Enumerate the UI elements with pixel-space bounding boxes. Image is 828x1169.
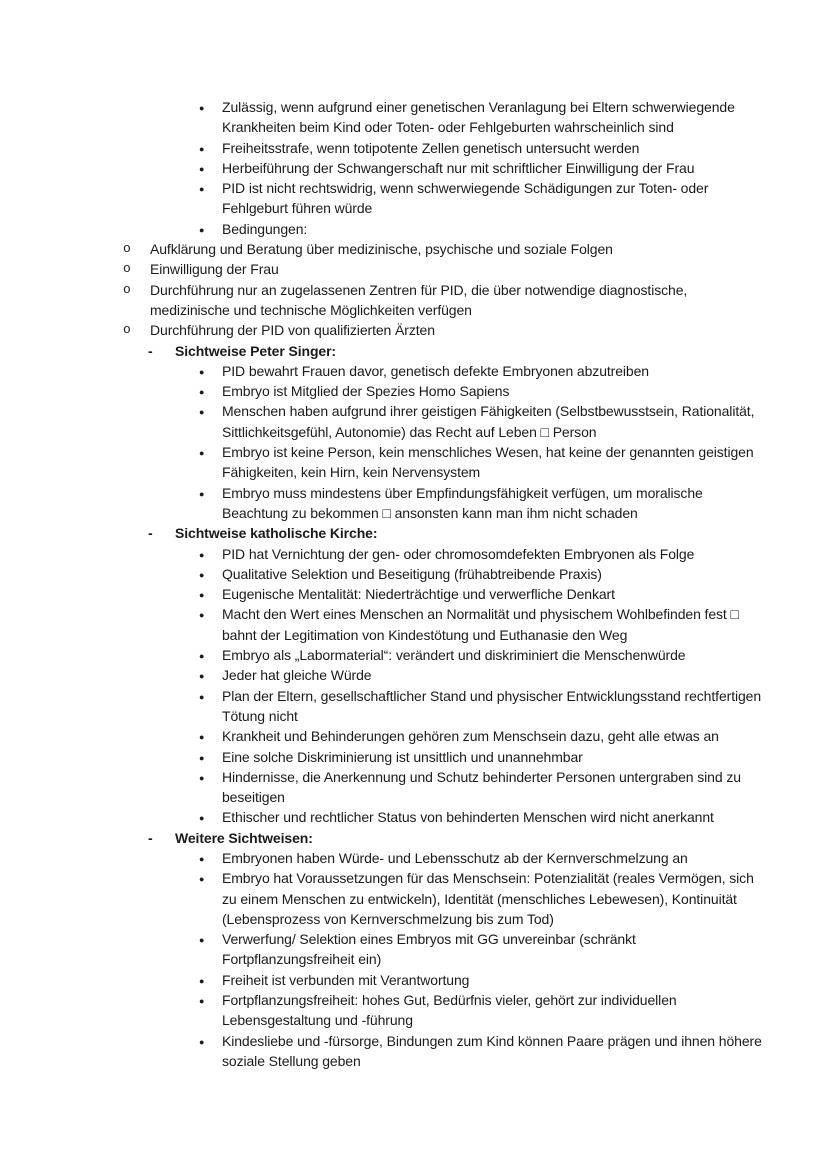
list-item-text: Menschen haben aufgrund ihrer geistigen Fähigkeiten (Selbstbewusstsein, Rationalität, Sittlichkeitsgefühl, Autonomie) das Recht auf Leben □ Person <box>222 403 755 440</box>
list-item-text: Embryo ist keine Person, kein menschliches Wesen, hat keine der genannten geistigen Fähigkeiten, kein Hirn, kein Nervensystem <box>222 444 754 481</box>
list-item-text: Zulässig, wenn aufgrund einer genetischen Veranlagung bei Eltern schwerwiegende Krankheiten beim Kind oder Toten- oder Fehlgeburten wahrscheinlich sind <box>222 99 735 136</box>
list-item-text: Herbeiführung der Schwangerschaft nur mit schriftlicher Einwilligung der Frau <box>222 159 695 176</box>
bullet-icon: ● <box>199 610 205 621</box>
bullet-icon: ● <box>199 407 205 418</box>
bullet-icon: ● <box>199 651 205 662</box>
list-item-text: Krankheit und Behinderungen gehören zum Menschsein dazu, geht alle etwas an <box>222 728 719 745</box>
list-item <box>0 665 828 685</box>
list-item <box>0 868 828 929</box>
list-item-text: Hindernisse, die Anerkennung und Schutz behinderter Personen untergraben sind zu beseitigen <box>222 768 741 806</box>
list-item <box>0 381 828 401</box>
list-item-text: Qualitative Selektion und Beseitigung (frühabtreibende Praxis) <box>222 565 602 582</box>
list-item-text: Weitere Sichtweisen: <box>175 829 313 846</box>
list-item <box>0 767 828 808</box>
list-item-text: Plan der Eltern, gesellschaftlicher Stand und physischer Entwicklungsstand rechtfertigen Tötung nicht <box>222 687 762 724</box>
list-item <box>0 280 828 321</box>
list-item-text: Freiheit ist verbunden mit Verantwortung <box>222 971 470 988</box>
list-item <box>0 645 828 665</box>
list-item-text: Durchführung der PID von qualifizierten Ärzten <box>150 322 435 339</box>
list-item-text: Embryonen haben Würde- und Lebensschutz ab der Kernverschmelzung an <box>222 849 688 866</box>
list-item <box>0 970 828 990</box>
list-item <box>0 239 828 259</box>
list-item-text: Embryo als „Labormaterial“: verändert und diskriminiert die Menschenwürde <box>222 647 686 664</box>
list-item <box>0 138 828 158</box>
list-item-text: Sichtweise katholische Kirche: <box>175 525 378 542</box>
bullet-icon: ● <box>199 387 205 398</box>
list-item <box>0 544 828 564</box>
list-item-text: Embryo ist Mitglied der Spezies Homo Sapiens <box>222 383 510 400</box>
bullet-icon: ● <box>199 366 205 377</box>
list-item <box>0 97 828 138</box>
list-item-text: Bedingungen: <box>222 220 308 237</box>
list-item <box>0 219 828 239</box>
list-item <box>0 726 828 746</box>
list-item <box>0 523 828 543</box>
bullet-icon: ● <box>199 590 205 601</box>
bullet-icon: ● <box>199 752 205 763</box>
list-item <box>0 178 828 219</box>
o-marker-icon: o <box>123 241 131 257</box>
list-item-text: Embryo muss mindestens über Empfindungsfähigkeit verfügen, um moralische Beachtung zu bekommen □ ansonsten kann man ihm nicht schaden <box>222 484 703 521</box>
bullet-icon: ● <box>199 103 205 113</box>
list-item <box>0 361 828 381</box>
o-marker-icon: o <box>123 261 131 277</box>
list-item <box>0 259 828 279</box>
o-marker-icon: o <box>123 322 131 338</box>
document-body <box>0 97 828 1071</box>
bullet-icon: ● <box>199 874 205 885</box>
list-item-text: Eine solche Diskriminierung ist unsittlich und unannehmbar <box>222 748 583 765</box>
list-item-text: PID ist nicht rechtswidrig, wenn schwerwiegende Schädigungen zur Toten- oder Fehlgeburt führen würde <box>222 180 709 217</box>
list-item <box>0 320 828 340</box>
list-item-text: Durchführung nur an zugelassenen Zentren für PID, die über notwendige diagnostische, medizinische und technische Möglichkeiten verfügen <box>150 281 688 318</box>
list-item-text: PID bewahrt Frauen davor, genetisch defekte Embryonen abzutreiben <box>222 362 649 379</box>
bullet-icon: ● <box>199 184 205 195</box>
bullet-icon: ● <box>199 853 205 864</box>
o-marker-icon: o <box>123 281 131 297</box>
bullet-icon: ● <box>199 224 205 235</box>
bullet-icon: ● <box>199 163 205 174</box>
list-item <box>0 1031 828 1072</box>
bullet-icon: ● <box>199 488 205 499</box>
bullet-icon: ● <box>199 569 205 580</box>
bullet-icon: ● <box>199 772 205 783</box>
list-item-text: Kindesliebe und -fürsorge, Bindungen zum Kind können Paare prägen und ihnen höhere soziale Stellung geben <box>222 1032 762 1069</box>
list-item-text: PID hat Vernichtung der gen- oder chromosomdefekten Embryonen als Folge <box>222 545 695 562</box>
dash-marker-icon: - <box>148 525 153 542</box>
list-item <box>0 564 828 584</box>
list-item <box>0 747 828 767</box>
list-item <box>0 686 828 727</box>
list-item <box>0 990 828 1031</box>
bullet-icon: ● <box>199 975 205 986</box>
list-item-text: Sichtweise Peter Singer: <box>175 342 336 359</box>
bullet-icon: ● <box>199 671 205 682</box>
list-item-text: Jeder hat gleiche Würde <box>222 667 372 684</box>
list-item <box>0 584 828 604</box>
list-item-text: Fortpflanzungsfreiheit: hohes Gut, Bedürfnis vieler, gehört zur individuellen Lebensgestaltung und -führung <box>222 992 677 1029</box>
list-item-text: Macht den Wert eines Menschen an Normalität und physischem Wohlbefinden fest □ bahnt der Legitimation von Kindestötung und Euthanasie den Weg <box>222 606 739 643</box>
bullet-icon: ● <box>199 549 205 560</box>
bullet-icon: ● <box>199 448 205 459</box>
bullet-icon: ● <box>199 1036 205 1047</box>
list-item-text: Freiheitsstrafe, wenn totipotente Zellen genetisch untersucht werden <box>222 139 640 156</box>
bullet-icon: ● <box>199 935 205 946</box>
dash-marker-icon: - <box>148 829 153 846</box>
list-item-text: Aufklärung und Beratung über medizinische, psychische und soziale Folgen <box>150 241 613 258</box>
list-item-text: Einwilligung der Frau <box>150 261 279 278</box>
list-item-text: Verwerfung/ Selektion eines Embryos mit GG unvereinbar (schränkt Fortpflanzungsfreiheit ein) <box>222 931 636 968</box>
bullet-icon: ● <box>199 732 205 743</box>
list-item <box>0 828 828 848</box>
bullet-icon: ● <box>199 813 205 824</box>
list-item <box>0 442 828 483</box>
list-item <box>0 604 828 645</box>
list-item <box>0 807 828 827</box>
list-item <box>0 341 828 361</box>
bullet-icon: ● <box>199 691 205 702</box>
list-item <box>0 401 828 442</box>
list-item <box>0 158 828 178</box>
list-item-text: Embryo hat Voraussetzungen für das Menschsein: Potenzialität (reales Vermögen, sich zu einem Menschen zu entwickeln), Identität (menschliches Lebewesen), Kontinuität (Lebensprozess von Kernverschmelzung bis zum Tod) <box>222 870 754 927</box>
list-item <box>0 929 828 970</box>
list-item <box>0 848 828 868</box>
dash-marker-icon: - <box>148 342 153 359</box>
list-item-text: Ethischer und rechtlicher Status von behinderten Menschen wird nicht anerkannt <box>222 809 714 826</box>
list-item-text: Eugenische Mentalität: Niederträchtige und verwerfliche Denkart <box>222 586 615 603</box>
bullet-icon: ● <box>199 996 205 1007</box>
bullet-icon: ● <box>199 143 205 154</box>
list-item <box>0 483 828 524</box>
